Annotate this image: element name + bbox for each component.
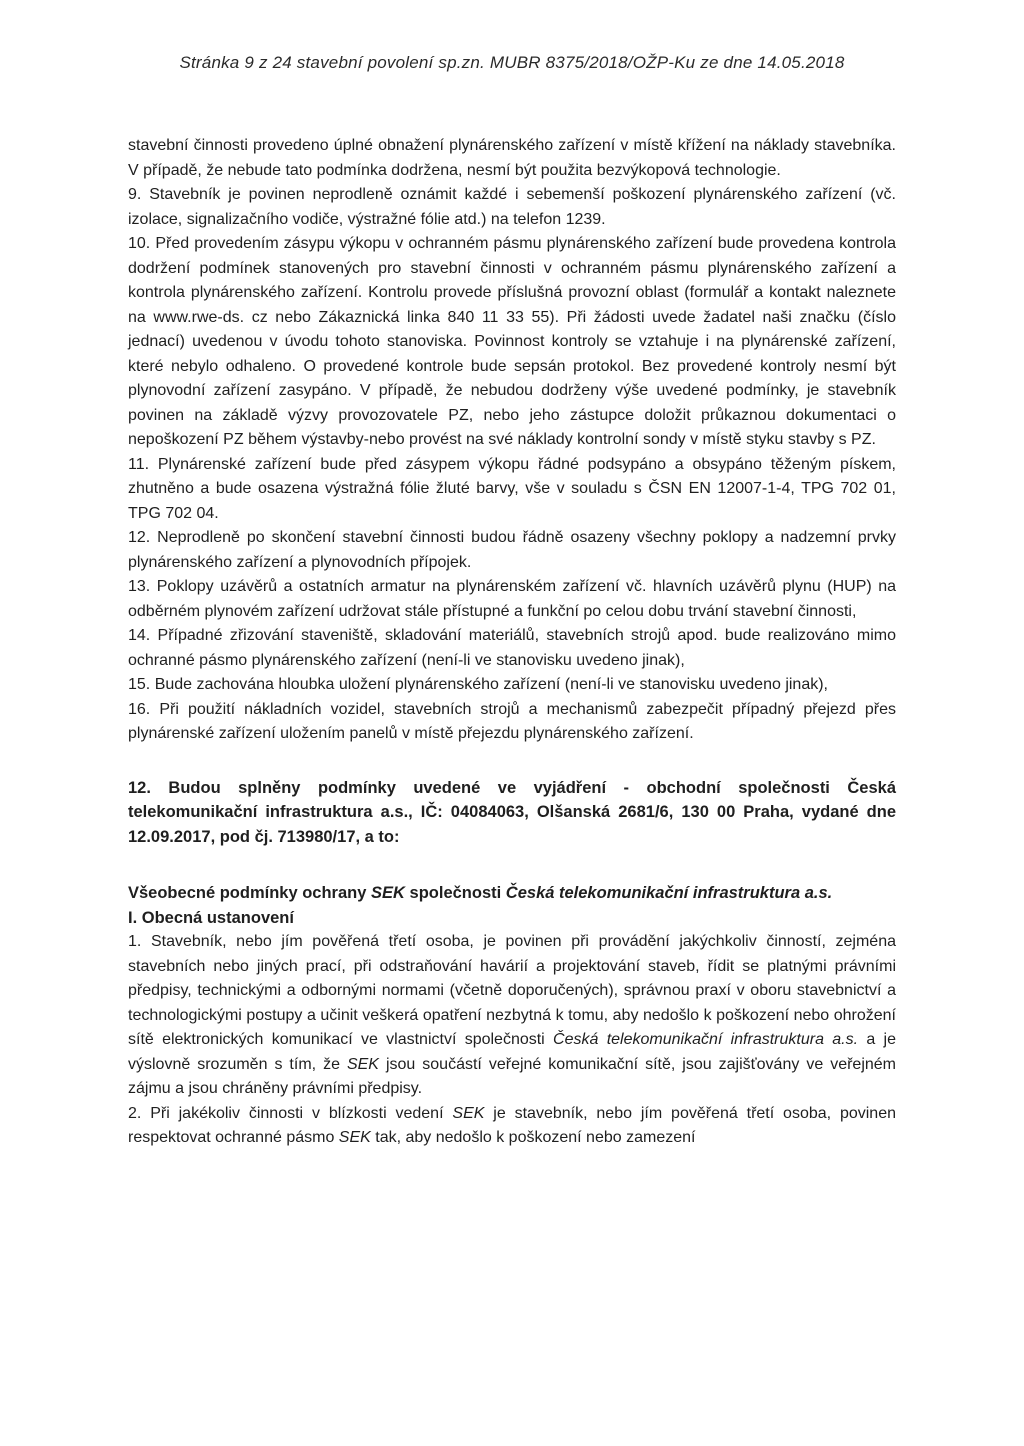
title-text-2: společnosti — [404, 884, 506, 902]
provision-1-text-2: a je výslovně srozuměn s tím, že — [128, 1031, 897, 1073]
page-header: Stránka 9 z 24 stavební povolení sp.zn. MUBR 8375/2018/OŽP-Ku ze dne 14.05.2018 — [179, 53, 845, 72]
title-text-1: Všeobecné podmínky ochrany — [128, 884, 371, 902]
provision-2-text-2: je stavebník, nebo jím pověřená třetí osoba, povinen respektovat ochranné pásmo — [128, 1104, 897, 1146]
general-conditions-title — [128, 881, 896, 906]
section-12-heading: 12. Budou splněny podmínky uvedené ve vyjádření - obchodní společnosti Česká telekomunikační infrastruktura a.s., IČ: 04084063, Olšanská 2681/6, 130 00 Praha, vydané dne 12.09.2017, pod čj. 713980/17, a to: — [128, 778, 896, 846]
general-provisions-body — [128, 930, 896, 1151]
paragraph-continuation: stavební činnosti provedeno úplné obnažení plynárenského zařízení v místě křížení na náklady stavebníka. V případě, že nebude tato podmínka dodržena, nesmí být použita bezvýkopová technologie. — [128, 137, 896, 179]
provision-1-text-1: 1. Stavebník, nebo jím pověřená třetí osoba, je povinen při provádění jakýchkoliv činností, zejména stavebních nebo jiných prací, při odstraňování havárií a projektování staveb, řídit se platnými právními předpisy, technickými a odbornými normami (včetně doporučených), správnou praxí v oboru stavebnictví a technologickými postupy a učinit veškerá opatření nezbytná k tomu, aby nedošlo k poškození nebo ohrožení sítě elektronických komunikací ve vlastnictví společnosti — [128, 933, 896, 1048]
gas-conditions-section — [128, 134, 896, 747]
provision-1-text-3: jsou součástí veřejné komunikační sítě, jsou zajišťovány ve veřejném zájmu a jsou chráněny právními předpisy. — [128, 1055, 896, 1097]
provision-2-sek-2: SEK — [338, 1129, 371, 1146]
provision-1 — [128, 930, 896, 1102]
spacer — [128, 747, 896, 776]
paragraph-14: 14. Případné zřizování staveniště, skladování materiálů, stavebních strojů apod. bude realizováno mimo ochranné pásmo plynárenského zařízení (není-li ve stanovisku uvedeno jinak), — [128, 627, 896, 669]
provision-2 — [128, 1102, 896, 1151]
general-provisions-heading: I. Obecná ustanovení — [128, 908, 294, 927]
paragraph-12: 12. Neprodleně po skončení stavební činnosti budou řádně osazeny všechny poklopy a nadzemní prvky plynárenského zařízení a plynovodních přípojek. — [128, 529, 896, 571]
paragraph-13: 13. Poklopy uzávěrů a ostatních armatur na plynárenském zařízení vč. hlavních uzávěrů plynu (HUP) na odběrném plynovém zařízení udržovat stále přístupné a funkční po celou dobu trvání stavební činnosti, — [128, 578, 896, 620]
provision-2-text-1: 2. Při jakékoliv činnosti v blízkosti vedení — [128, 1104, 453, 1122]
provision-2-text-3: tak, aby nedošlo k poškození nebo zamezení — [370, 1129, 696, 1146]
provision-1-company: Česká telekomunikační infrastruktura a.s. — [553, 1031, 859, 1048]
spacer — [128, 849, 896, 881]
paragraph-11: 11. Plynárenské zařízení bude před zásypem výkopu řádné podsypáno a obsypáno těženým pískem, zhutněno a bude osazena výstražná fólie žluté barvy, vše v souladu s ČSN EN 12007-1-4, TPG 702 01, TPG 702 04. — [128, 455, 896, 522]
provision-2-sek-1: SEK — [452, 1104, 485, 1122]
paragraph-16: 16. Při použití nákladních vozidel, stavebních strojů a mechanismů zabezpečit případný přejezd přes plynárenské zařízení uložením panelů v místě přejezdu plynárenského zařízení. — [128, 700, 896, 742]
title-sek: SEK — [371, 884, 405, 902]
paragraph-15: 15. Bude zachována hloubka uložení plynárenského zařízení (není-li ve stanovisku uvedeno jinak), — [128, 676, 828, 693]
title-company: Česká telekomunikační infrastruktura a.s. — [505, 884, 833, 902]
paragraph-9: 9. Stavebník je povinen neprodleně oznámit každé i sebemenší poškození plynárenského zařízení (vč. izolace, signalizačního vodiče, výstražné fólie atd.) na telefon 1239. — [128, 186, 896, 228]
paragraph-10: 10. Před provedením zásypu výkopu v ochranném pásmu plynárenského zařízení bude provedena kontrola dodržení podmínek stanovených pro stavební činnosti v ochranném pásmu plynárenského zařízení a kontrola plynárenského zařízení. Kontrolu provede příslušná provozní oblast (formulář a kontakt naleznete na www.rwe-ds. cz nebo Zákaznická linka 840 11 33 55). Při žádosti uvede žadatel naši značku (číslo jednací) uvedenou v úvodu tohoto stanoviska. Povinnost kontroly se vztahuje i na plynárenské zařízení, které nebylo odhaleno. O provedené kontrole bude sepsán protokol. Bez provedené kontroly nesmí být plynovodní zařízení zasypáno. V případě, že nebudou dodrženy výše uvedené podmínky, je stavebník povinen na základě výzvy provozovatele PZ, nebo jeho zástupce doložit průkaznou dokumentaci o nepoškození PZ během výstavby-nebo provést na své náklady kontrolní sondy v místě styku stavby s PZ. — [128, 235, 896, 448]
provision-1-sek: SEK — [346, 1055, 379, 1073]
